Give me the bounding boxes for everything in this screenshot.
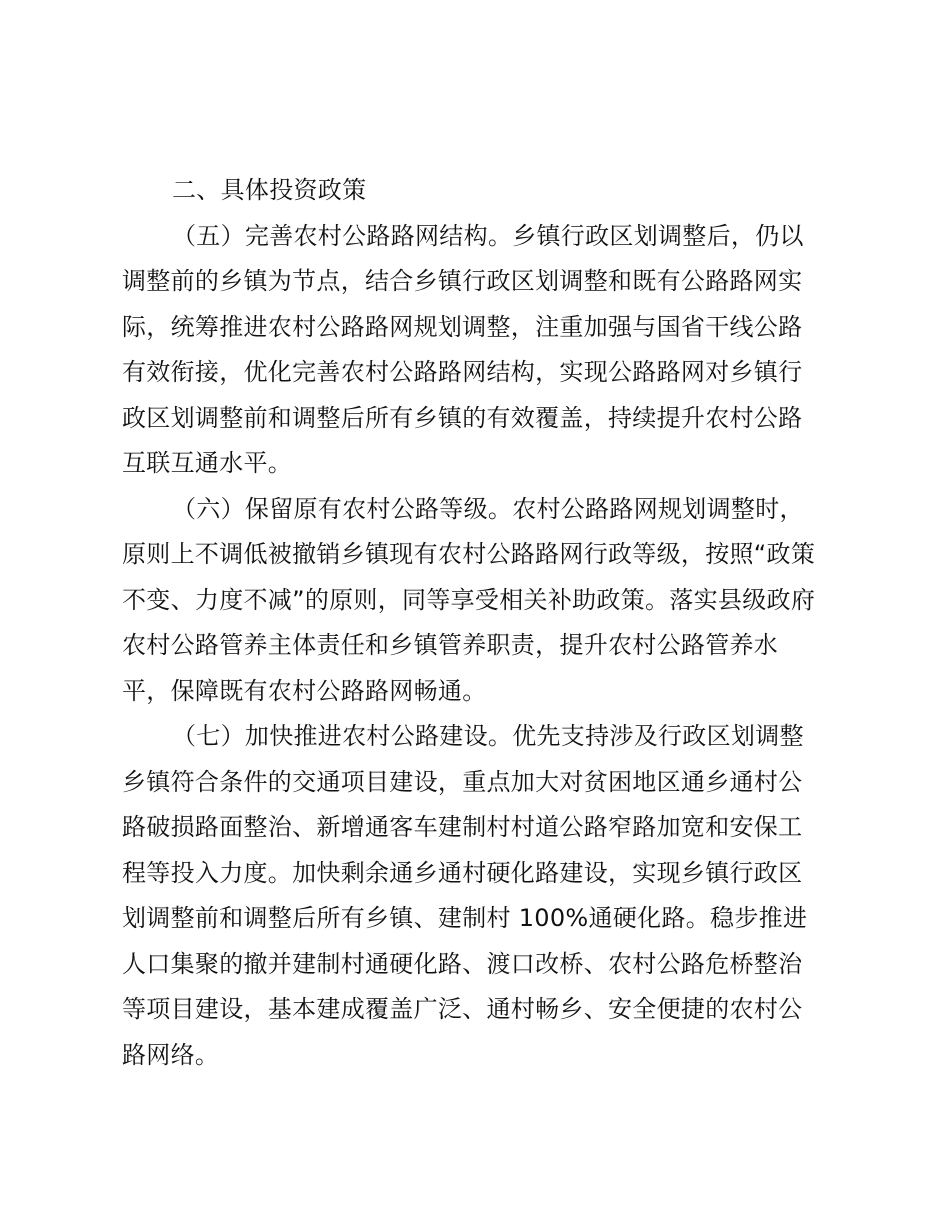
paragraph-line: 际，统筹推进农村公路路网规划调整，注重加强与国省干线公路 xyxy=(122,312,803,341)
paragraph-line: 等项目建设，基本建成覆盖广泛、通村畅乡、安全便捷的农村公 xyxy=(122,995,803,1023)
paragraph-line: 路破损路面整治、新增通客车建制村村道公路窄路加宽和安保工 xyxy=(122,813,803,841)
paragraph-line: 政区划调整前和调整后所有乡镇的有效覆盖，持续提升农村公路 xyxy=(122,403,803,432)
paragraph-line: 划调整前和调整后所有乡镇、建制村 100%通硬化路。稳步推进 xyxy=(122,904,808,932)
paragraph-line: 有效衔接，优化完善农村公路路网结构，实现公路路网对乡镇行 xyxy=(122,358,803,386)
paragraph-line: 程等投入力度。加快剩余通乡通村硬化路建设，实现乡镇行政区 xyxy=(122,858,803,887)
paragraph-line: 调整前的乡镇为节点，结合乡镇行政区划调整和既有公路路网实 xyxy=(122,267,803,295)
paragraph-line: （七）加快推进农村公路建设。优先支持涉及行政区划调整 xyxy=(172,722,804,750)
paragraph-6 xyxy=(122,487,834,715)
document-body xyxy=(122,168,834,1078)
paragraph-5 xyxy=(122,214,834,487)
paragraph-line: 乡镇符合条件的交通项目建设，重点加大对贫困地区通乡通村公 xyxy=(122,767,803,796)
paragraph-line: 人口集聚的撤并建制村通硬化路、渡口改桥、农村公路危桥整治 xyxy=(122,949,803,978)
paragraph-line: 平，保障既有农村公路路网畅通。 xyxy=(122,676,487,705)
paragraph-line: （六）保留原有农村公路等级。农村公路路网规划调整时， xyxy=(172,494,804,523)
section-heading: 二、具体投资政策 xyxy=(172,176,367,204)
paragraph-line: （五）完善农村公路路网结构。乡镇行政区划调整后，仍以 xyxy=(172,221,804,250)
paragraph-line: 路网络。 xyxy=(122,1040,220,1069)
paragraph-line: 互联互通水平。 xyxy=(122,449,293,477)
paragraph-line: 不变、力度不减”的原则，同等享受相关补助政策。落实县级政府 xyxy=(122,585,816,614)
paragraph-line: 原则上不调低被撤销乡镇现有农村公路路网行政等级，按照“政策 xyxy=(122,540,816,568)
paragraph-line: 农村公路管养主体责任和乡镇管养职责，提升农村公路管养水 xyxy=(122,631,779,659)
paragraph-7 xyxy=(122,714,834,1078)
